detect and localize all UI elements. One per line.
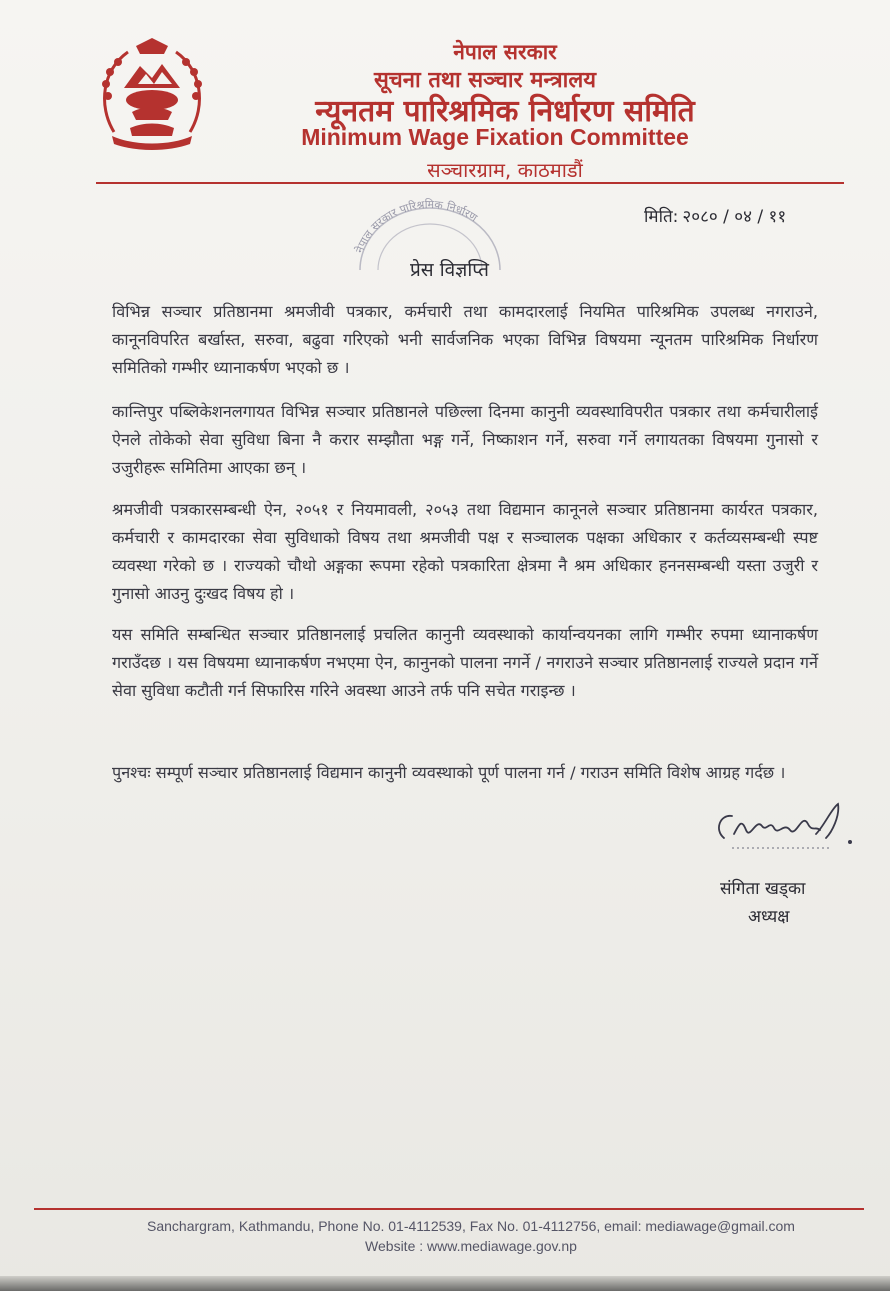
footer-divider xyxy=(34,1208,864,1210)
paragraph-4: यस समिति सम्बन्धित सञ्चार प्रतिष्ठानलाई प्रचलित कानुनी व्यवस्थाको कार्यान्वयनका लागि गम्भीर रुपमा ध्यानाकर्षण गराउँदछ । यस विषयमा ध्यानाकर्षण नभएमा ऐन, कानुनको पालना नगर्ने / नगराउने सञ्चार प्रतिष्ठानलाई राज्यले प्रदान गर्ने सेवा सुविधा कटौती गर्न सिफारिस गरिने अवस्था आउने तर्फ पनि सचेत गराइन्छ । xyxy=(112,625,818,700)
paragraph-5: पुनश्चः सम्पूर्ण सञ्चार प्रतिष्ठानलाई विद्यमान कानुनी व्यवस्थाको पूर्ण पालना गर्न / गराउन समिति विशेष आग्रह गर्दछ । xyxy=(112,763,786,782)
paragraph-1: विभिन्न सञ्चार प्रतिष्ठानमा श्रमजीवी पत्रकार, कर्मचारी तथा कामदारलाई नियमित पारिश्रमिक उपलब्ध नगराउने, कानूनविपरित बर्खास्त, सरुवा, बढुवा गरिएको भनी सार्वजनिक भएका विभिन्न विषयमा न्यूनतम पारिश्रमिक निर्धारण समितिको गम्भीर ध्यानाकर्षण भएको छ । xyxy=(112,302,818,377)
office-address: सञ्चारग्राम, काठमाडौं xyxy=(427,158,583,182)
signatory-name: संगिता खड्का xyxy=(720,879,806,899)
signatory-role: अध्यक्ष xyxy=(748,907,790,927)
press-release-title: प्रेस विज्ञप्ति xyxy=(410,259,489,281)
government-name: नेपाल सरकार xyxy=(453,40,557,64)
page-bottom-edge xyxy=(0,1276,890,1291)
committee-name-np: न्यूनतम पारिश्रमिक निर्धारण समिति xyxy=(315,94,695,129)
paragraph-2: कान्तिपुर पब्लिकेशनलगायत विभिन्न सञ्चार प्रतिष्ठानले पछिल्ला दिनमा कानुनी व्यवस्थाविपरीत पत्रकार तथा कर्मचारीलाई ऐनले तोकेको सेवा सुविधा बिना नै करार सम्झौता भङ्ग गर्ने, निष्काशन गर्ने, सरुवा गर्ने लगायतका विषयमा गुनासो र उजुरीहरू समितिमा आएका छन् । xyxy=(112,402,818,477)
header-divider xyxy=(96,182,844,184)
paragraph-3: श्रमजीवी पत्रकारसम्बन्धी ऐन, २०५१ र नियमावली, २०५३ तथा विद्यमान कानूनले सञ्चार प्रतिष्ठानमा कार्यरत पत्रकार, कर्मचारी र कामदारका सेवा सुविधाको विषय तथा श्रमजीवी पक्ष र सञ्चालक पक्षका अधिकार र कर्तव्यसम्बन्धी स्पष्ट व्यवस्था गरेको छ । राज्यको चौथो अङ्गका रूपमा रहेको पत्रकारिता क्षेत्रमा नै श्रम अधिकार हननसम्बन्धी यस्ता उजुरी र गुनासो आउनु दुःखद विषय हो । xyxy=(112,500,818,603)
signature xyxy=(712,796,862,856)
footer-contact: Sanchargram, Kathmandu, Phone No. 01-4112539, Fax No. 01-4112756, email: mediawage@gmail.com xyxy=(147,1218,795,1234)
date-label: मिति: xyxy=(644,207,679,227)
committee-name-en: Minimum Wage Fixation Committee xyxy=(301,124,689,150)
footer-website: Website : www.mediawage.gov.np xyxy=(365,1238,577,1254)
date-value: २०८० / ०४ / ११ xyxy=(682,207,787,227)
svg-text:नेपाल सरकार पारिश्रमिक निर्धार xyxy=(353,198,481,255)
ministry-name: सूचना तथा सञ्चार मन्त्रालय xyxy=(373,68,597,93)
stamp-text: नेपाल सरकार पारिश्रमिक निर्धारण xyxy=(352,197,480,255)
date-line xyxy=(640,204,786,227)
